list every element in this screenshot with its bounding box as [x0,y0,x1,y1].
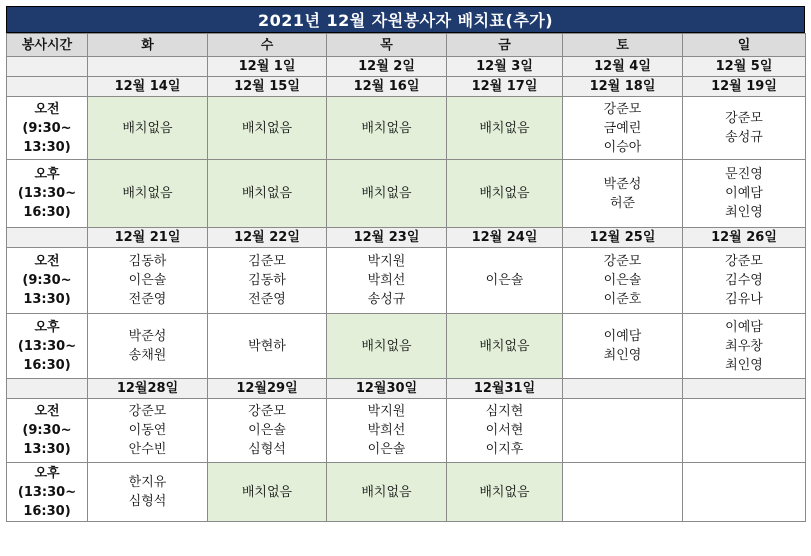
volunteer-name: 이승아 [603,139,642,155]
volunteer-name: 박현하 [248,338,286,354]
date-cell: 12월 24일 [447,228,563,248]
header-cell: 봉사시간 [7,34,88,57]
no-assignment-cell [327,97,447,160]
volunteer-name: 박준성 [128,329,167,344]
slot-label-line: 16:30) [23,503,71,519]
slot-label [7,314,88,379]
date-cell: 12월 15일 [208,77,327,97]
volunteer-name: 이지후 [485,442,524,457]
header-cell: 토 [563,34,683,57]
volunteer-name: 강준모 [603,254,642,269]
assignment-cell [447,248,563,314]
volunteer-name: 박희선 [367,273,406,288]
volunteer-name: 강준모 [603,101,642,117]
date-cell: 12월 5일 [683,57,806,77]
volunteer-name: 안수빈 [128,442,167,457]
volunteer-name: 배치없음 [479,338,530,354]
assignment-cell [208,248,327,314]
date-cell [7,379,88,399]
volunteer-name: 배치없음 [122,120,173,136]
assignment-cell [327,399,447,463]
volunteer-name: 송성규 [367,292,406,307]
volunteer-name: 송채원 [128,348,167,363]
volunteer-name: 최인영 [725,357,763,373]
slot-label-line: 오후 [34,465,60,481]
date-cell: 12월 21일 [88,228,208,248]
date-cell: 12월31일 [447,379,563,399]
date-cell: 12월28일 [88,379,208,399]
morning-row [7,97,806,160]
slot-label-line: 오전 [34,404,60,419]
volunteer-name: 김수영 [725,273,763,288]
volunteer-name: 심형석 [128,494,167,509]
no-assignment-cell [208,97,327,160]
assignment-cell [683,399,806,463]
morning-row [7,248,806,314]
assignment-cell [563,248,683,314]
schedule-table [6,33,806,522]
no-assignment-cell [447,314,563,379]
volunteer-name: 이은솔 [603,273,642,288]
assignment-cell [683,97,806,160]
slot-label [7,97,88,160]
assignment-cell [563,463,683,522]
volunteer-name: 허준 [609,195,636,211]
date-row [7,57,806,77]
slot-label [7,248,88,314]
afternoon-row [7,160,806,228]
volunteer-name: 강준모 [248,404,286,419]
date-cell: 12월 19일 [683,77,806,97]
date-cell: 12월 23일 [327,228,447,248]
slot-label-line: (9:30~ [22,120,72,136]
date-row [7,379,806,399]
header-cell: 일 [683,34,806,57]
volunteer-name: 금예린 [603,120,642,136]
volunteer-name: 송성규 [725,130,763,145]
assignment-cell [683,248,806,314]
volunteer-name: 최우창 [725,338,763,354]
volunteer-name: 최인영 [603,348,642,363]
volunteer-name: 박준성 [603,176,642,192]
volunteer-name: 전준영 [248,292,286,307]
assignment-cell [683,160,806,228]
volunteer-name: 이동연 [128,423,167,438]
assignment-cell [447,399,563,463]
volunteer-name: 배치없음 [361,484,412,500]
date-cell: 12월 2일 [327,57,447,77]
assignment-cell [683,314,806,379]
slot-label-line: 오후 [34,167,60,182]
volunteer-name: 김동하 [248,273,286,288]
volunteer-name: 이서현 [485,423,524,438]
afternoon-row [7,463,806,522]
date-row [7,77,806,97]
volunteer-name: 이은솔 [248,423,286,438]
volunteer-name: 전준영 [128,292,167,307]
volunteer-name: 배치없음 [241,186,293,201]
date-cell [683,379,806,399]
volunteer-name: 김유나 [725,292,763,307]
date-row [7,228,806,248]
sheet-title: 2021년 12월 자원봉사자 배치표(추가) [6,6,805,33]
date-cell: 12월 18일 [563,77,683,97]
volunteer-name: 배치없음 [479,484,530,500]
assignment-cell [88,248,208,314]
no-assignment-cell [447,463,563,522]
assignment-cell [563,314,683,379]
no-assignment-cell [327,314,447,379]
volunteer-name: 배치없음 [361,338,412,354]
header-cell: 목 [327,34,447,57]
slot-label-line: 16:30) [23,357,71,373]
assignment-cell [88,463,208,522]
volunteer-name: 한지유 [128,475,167,490]
volunteer-name: 이예담 [725,186,763,201]
volunteer-name: 심지현 [485,404,524,419]
date-cell: 12월30일 [327,379,447,399]
date-cell [7,228,88,248]
assignment-cell [683,463,806,522]
slot-label-line: 오전 [34,101,60,117]
volunteer-name: 박희선 [367,423,406,438]
no-assignment-cell [327,463,447,522]
assignment-cell [208,399,327,463]
assignment-cell [88,399,208,463]
volunteer-name: 최인영 [725,205,763,220]
volunteer-name: 김준모 [248,254,286,269]
no-assignment-cell [447,97,563,160]
assignment-cell [563,160,683,228]
afternoon-row [7,314,806,379]
volunteer-name: 배치없음 [479,120,530,136]
volunteer-name: 강준모 [725,111,763,126]
assignment-cell [88,314,208,379]
date-cell: 12월 16일 [327,77,447,97]
date-cell: 12월 1일 [208,57,327,77]
volunteer-name: 이은솔 [367,442,406,457]
volunteer-name: 이준호 [603,292,642,307]
volunteer-name: 이은솔 [485,273,524,288]
volunteer-name: 배치없음 [122,186,173,201]
volunteer-name: 박지원 [367,404,406,419]
volunteer-name: 배치없음 [241,120,293,136]
date-cell: 12월 25일 [563,228,683,248]
volunteer-name: 이예담 [603,329,642,344]
slot-label [7,399,88,463]
volunteer-name: 강준모 [128,404,167,419]
no-assignment-cell [208,160,327,228]
schedule-body [7,34,806,522]
slot-label-line: 오후 [34,319,60,335]
slot-label-line: (13:30~ [17,186,77,201]
volunteer-name: 박지원 [367,254,406,269]
date-cell: 12월 17일 [447,77,563,97]
date-cell: 12월 14일 [88,77,208,97]
date-cell [7,57,88,77]
date-cell: 12월29일 [208,379,327,399]
slot-label-line: 13:30) [23,442,71,457]
assignment-cell [208,314,327,379]
date-cell: 12월 22일 [208,228,327,248]
morning-row [7,399,806,463]
no-assignment-cell [88,160,208,228]
slot-label-line: (13:30~ [17,338,77,354]
slot-label-line: 13:30) [23,292,71,307]
slot-label-line: 오전 [34,254,60,269]
no-assignment-cell [88,97,208,160]
volunteer-name: 배치없음 [361,120,412,136]
volunteer-name: 문진영 [725,167,763,182]
slot-label-line: (13:30~ [17,484,77,500]
date-cell: 12월 4일 [563,57,683,77]
header-cell: 금 [447,34,563,57]
date-cell [563,379,683,399]
volunteer-name: 심형석 [248,442,286,457]
slot-label [7,463,88,522]
no-assignment-cell [327,160,447,228]
volunteer-name: 이예담 [725,319,763,335]
no-assignment-cell [447,160,563,228]
date-cell [88,57,208,77]
header-cell: 수 [208,34,327,57]
date-cell: 12월 26일 [683,228,806,248]
date-cell [7,77,88,97]
volunteer-name: 김동하 [128,254,167,269]
assignment-cell [563,97,683,160]
header-row [7,34,806,57]
volunteer-name: 배치없음 [479,186,530,201]
assignment-cell [563,399,683,463]
slot-label-line: 16:30) [23,205,71,220]
slot-label-line: (9:30~ [22,423,72,438]
no-assignment-cell [208,463,327,522]
volunteer-name: 강준모 [725,254,763,269]
header-cell: 화 [88,34,208,57]
volunteer-name: 배치없음 [361,186,412,201]
slot-label [7,160,88,228]
slot-label-line: 13:30) [23,139,71,155]
volunteer-name: 이은솔 [128,273,167,288]
slot-label-line: (9:30~ [22,273,72,288]
assignment-cell [327,248,447,314]
volunteer-name: 배치없음 [241,484,293,500]
date-cell: 12월 3일 [447,57,563,77]
